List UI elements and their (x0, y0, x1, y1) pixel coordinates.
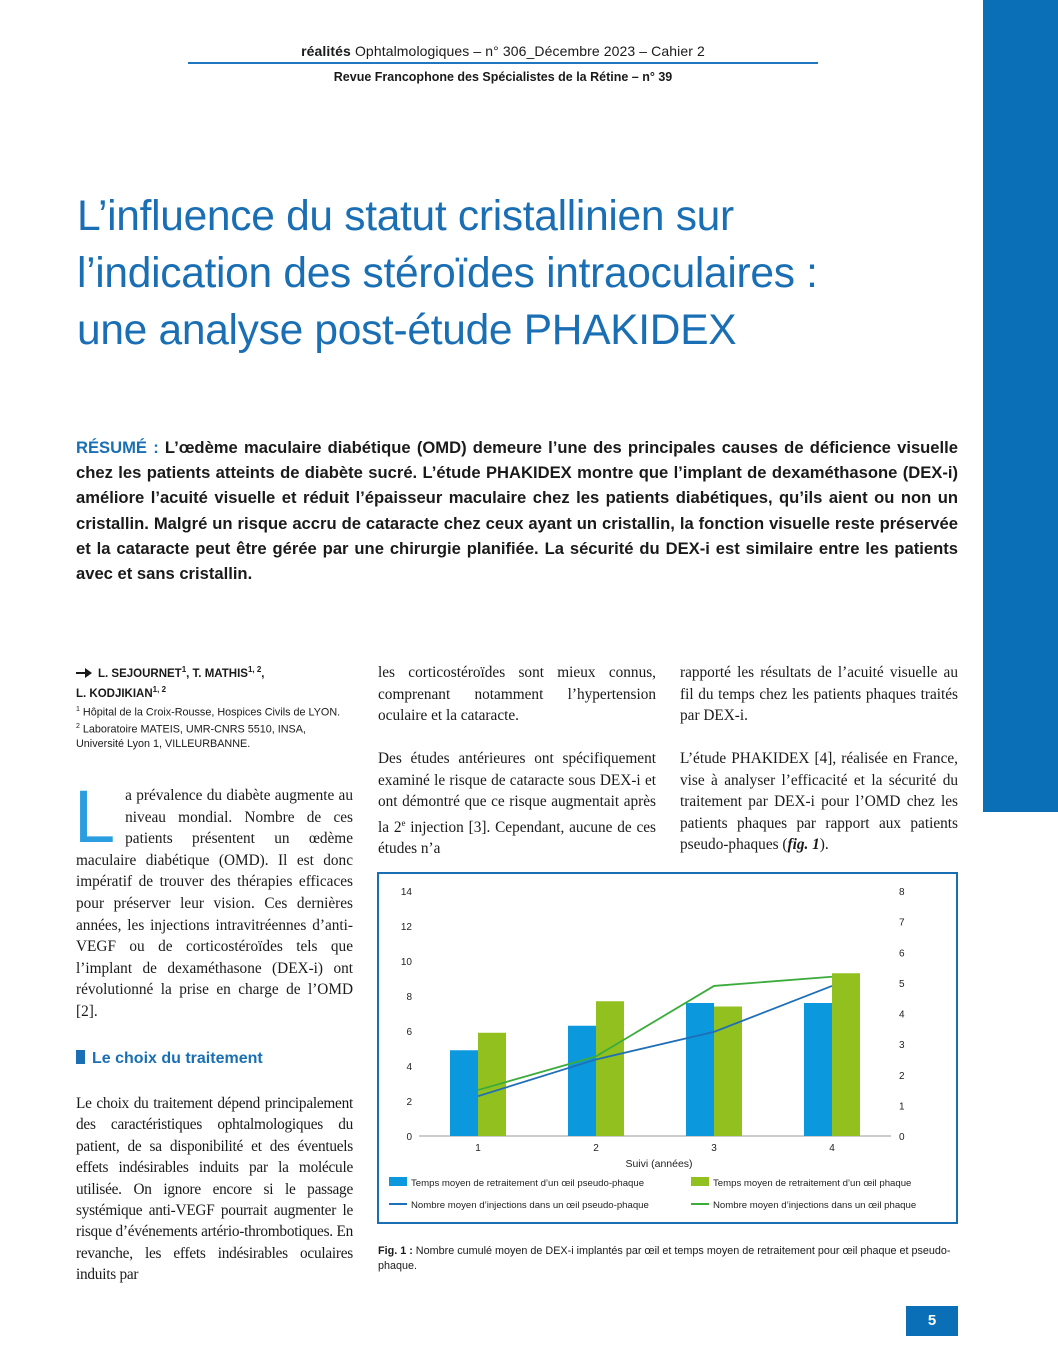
affiliation-1-num: 1 (76, 705, 80, 713)
section-heading-text: Le choix du traitement (92, 1050, 263, 1067)
y-right-tick-label: 6 (899, 948, 905, 960)
abstract-label: RÉSUMÉ : (76, 438, 159, 457)
col3-p2-text-b: ). (819, 836, 829, 853)
figure-caption (378, 1244, 960, 1274)
col2-p2-text-a: Des études antérieures ont spécifiquement examiné le risque de cataracte sous DEX-i et ont démontré que ce risque augmentait après la 2 (378, 750, 656, 836)
page-number: 5 (906, 1306, 958, 1336)
legend-label: Temps moyen de retraitement d’un œil pseudo-phaque (411, 1178, 645, 1189)
col2-paragraph-2 (378, 748, 656, 860)
bar (596, 1001, 624, 1136)
author-1-affil: 1 (181, 665, 187, 674)
y-left-tick-label: 8 (406, 992, 412, 1003)
col2-p2-sup: e (401, 817, 406, 828)
affiliation-2-text: Laboratoire MATEIS, UMR-CNRS 5510, INSA, Université Lyon 1, VILLEURBANNE. (76, 723, 306, 750)
bar (832, 973, 860, 1136)
y-left-tick-label: 4 (406, 1062, 412, 1073)
y-left-tick-label: 2 (406, 1097, 412, 1108)
journal-issue: Ophtalmologiques – n° 306_Décembre 2023 – Cahier 2 (350, 43, 705, 59)
bar (478, 1033, 506, 1136)
y-right-tick-label: 1 (899, 1101, 905, 1113)
author-2-affil: 1, 2 (247, 665, 262, 674)
author-2: , T. MATHIS (186, 667, 248, 680)
y-right-tick-label: 4 (899, 1009, 905, 1021)
column-1-authors (76, 662, 353, 751)
y-left-tick-label: 10 (400, 957, 412, 968)
y-left-tick-label: 6 (406, 1027, 412, 1038)
bar (568, 1026, 596, 1136)
affiliation-1-text: Hôpital de la Croix-Rousse, Hospices Civils de LYON. (79, 706, 341, 719)
x-tick-label: 3 (711, 1143, 717, 1154)
column-2 (378, 662, 656, 860)
section-heading (76, 1050, 263, 1068)
affiliation-1 (76, 703, 353, 720)
y-left-tick-label: 12 (400, 922, 412, 933)
journal-brand: réalités (301, 43, 351, 59)
journal-subtitle: Revue Francophone des Spécialistes de la Rétine – n° 39 (333, 70, 673, 84)
legend-swatch (691, 1177, 709, 1186)
title-line-3: une analyse post-étude PHAKIDEX (77, 307, 737, 354)
article-title (77, 188, 977, 359)
legend-label: Temps moyen de retraitement d’un œil phaque (713, 1178, 912, 1189)
legend-label: Nombre moyen d’injections dans un œil pseudo-phaque (411, 1200, 649, 1211)
journal-header (190, 43, 816, 59)
author-3-affil: 1, 2 (152, 684, 167, 694)
legend-swatch (389, 1177, 407, 1186)
arrow-right-icon (76, 668, 92, 677)
affiliation-2 (76, 720, 353, 751)
figure-caption-label: Fig. 1 : (378, 1245, 413, 1257)
y-left-tick-label: 0 (406, 1132, 412, 1143)
title-line-2: l’indication des stéroïdes intraoculaires : (77, 250, 818, 297)
affiliation-2-num: 2 (76, 723, 80, 731)
square-bullet-icon (76, 1050, 85, 1064)
abstract-text: L’œdème maculaire diabétique (OMD) demeure l’une des principales causes de déficience visuelle chez les patients atteints de diabète sucré. L’étude PHAKIDEX montre que l’implant de dexaméthasone (DEX-i) améliore l’acuité visuelle et réduit l’épaisseur maculaire chez les patients diabétiques, qu’ils aient ou non un cristallin. Malgré un risque accru de cataracte chez ceux ayant un cristallin, la fonction visuelle reste préservée et la cataracte peut être gérée par une chirurgie planifiée. La sécurité du DEX-i est similaire entre les patients avec et sans cristallin. (76, 438, 958, 584)
figure-caption-text: Nombre cumulé moyen de DEX-i implantés par œil et temps moyen de retraitement pour œil phaque et pseudo-phaque. (378, 1245, 951, 1272)
figure-1-box (377, 872, 958, 1224)
bar (686, 1003, 714, 1136)
author-3: L. KODJIKIAN (76, 687, 153, 700)
side-color-band (983, 0, 1058, 812)
bar (450, 1050, 478, 1136)
column-3 (680, 662, 958, 856)
intro-text: a prévalence du diabète augmente au niveau mondial. Nombre de ces patients présentent un œdème maculaire diabétique (OMD). Il est donc impératif de trouver des thérapies efficaces pour préserver leur vision. Ces dernières années, les injections intravitréennes d’anti-VEGF ou de corticostéroïdes tels que l’implant de dexaméthasone (DEX-i) ont révolutionné la prise en charge de l’OMD [2]. (76, 787, 353, 1020)
figure-1-chart (379, 874, 956, 1222)
x-axis-label: Suivi (années) (625, 1158, 693, 1170)
intro-paragraph (74, 775, 353, 1023)
y-right-tick-label: 5 (899, 978, 905, 990)
x-tick-label: 1 (475, 1143, 481, 1154)
y-left-tick-label: 14 (400, 887, 412, 898)
author-separator: , (261, 667, 265, 680)
col3-paragraph-1: rapporté les résultats de l’acuité visuelle au fil du temps chez les patients phaques traités par DEX-i. (680, 664, 958, 724)
title-line-1: L’influence du statut cristallinien sur (77, 193, 734, 240)
y-right-tick-label: 8 (899, 887, 905, 898)
y-right-tick-label: 7 (899, 917, 905, 929)
author-list (76, 662, 353, 702)
abstract (76, 435, 958, 586)
col2-p2-text-b: injection [3]. Cependant, aucune de ces études n’a (378, 818, 657, 858)
bar (804, 1003, 832, 1136)
col3-paragraph-2 (680, 748, 958, 856)
x-tick-label: 4 (829, 1143, 835, 1154)
figure-reference: fig. 1 (787, 836, 820, 853)
author-1: L. SEJOURNET (98, 667, 182, 680)
y-right-tick-label: 3 (899, 1040, 905, 1052)
col2-paragraph-1: les corticostéroïdes sont mieux connus, comprenant notamment l’hypertension oculaire et la cataracte. (378, 664, 656, 724)
section-paragraph: Le choix du traitement dépend principalement des caractéristiques ophtalmologiques du patient, de sa disponibilité et des éventuels effets indésirables induits par la molécule utilisée. On ignore encore si le passage systémique anti-VEGF pourrait augmenter le risque d’événements artério-thrombotiques. En revanche, les effets indésirables oculaires induits par (76, 1095, 353, 1284)
col3-p2-text-a: L’étude PHAKIDEX [4], réalisée en France, vise à analyser l’efficacité et la sécurité du traitement par DEX-i pour l’OMD chez les patients phaques par rapport aux patients pseudo-phaques ( (680, 750, 958, 853)
series-line (478, 986, 832, 1096)
series-line (478, 977, 832, 1090)
y-right-tick-label: 0 (899, 1132, 905, 1143)
legend-label: Nombre moyen d’injections dans un œil phaque (713, 1200, 917, 1211)
drop-cap: L (74, 775, 116, 858)
x-tick-label: 2 (593, 1143, 599, 1154)
y-right-tick-label: 2 (899, 1070, 905, 1082)
header-rule (188, 62, 818, 64)
